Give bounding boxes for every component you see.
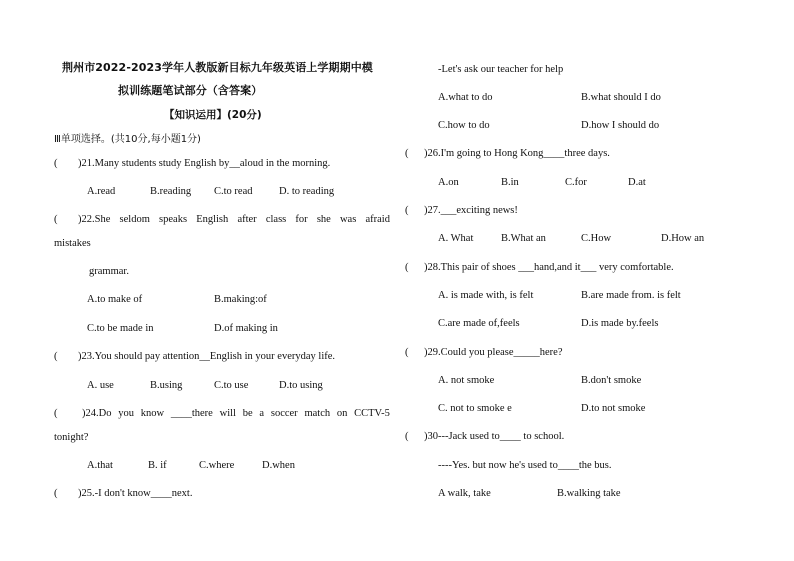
stem-word: for (295, 214, 308, 225)
q28-option-c: C.are made of,feels (438, 318, 520, 329)
stem-word: know (140, 408, 165, 419)
q23-option-b: B.using (150, 380, 183, 391)
answer-paren: ( (54, 214, 58, 225)
answer-paren: ( (405, 347, 409, 358)
q25-option-b: B.what should I do (581, 92, 661, 103)
q23-option-d: D.to using (279, 380, 323, 391)
stem-word: you (118, 408, 134, 419)
q29-option-a: A. not smoke (438, 375, 495, 386)
q23-option-c: C.to use (214, 380, 249, 391)
answer-paren: ( (54, 488, 58, 499)
q27-option-c: C.How (581, 233, 612, 244)
q21-option-b: B.reading (150, 186, 192, 197)
question-26-stem: )26.I'm going to Hong Kong____three days. (424, 148, 610, 159)
q28-option-a: A. is made with, is felt (438, 290, 534, 301)
stem-word: match (304, 408, 331, 419)
q26-option-b: B.in (501, 177, 519, 188)
question-24-stem (82, 407, 390, 421)
stem-word: )24.Do (82, 408, 112, 419)
answer-paren: ( (405, 262, 409, 273)
stem-word: class (265, 214, 287, 225)
answer-paren: ( (405, 431, 409, 442)
stem-word: English (196, 214, 229, 225)
stem-word: on (336, 408, 348, 419)
q26-option-c: C.for (565, 177, 587, 188)
question-21-stem: )21.Many students study English by__aloud in the morning. (78, 158, 331, 169)
q21-option-c: C.to read (214, 186, 253, 197)
q27-option-a: A. What (438, 233, 474, 244)
q28-option-b: B.are made from. is felt (581, 290, 681, 301)
stem-word: she (316, 214, 331, 225)
q25-option-d: D.how I should do (581, 120, 660, 131)
stem-word: seldom (119, 214, 150, 225)
question-29-stem: )29.Could you please_____here? (424, 347, 563, 358)
answer-paren: ( (405, 205, 409, 216)
section-title: 【知识运用】(20分) (164, 109, 262, 121)
q21-option-d: D. to reading (279, 186, 335, 197)
q22-option-a: A.to make of (87, 294, 143, 305)
stem-word: )22.She (78, 214, 111, 225)
q24-option-b: B. if (148, 460, 167, 471)
q24-option-a: A.that (87, 460, 113, 471)
q22-option-d: D.of making in (214, 323, 278, 334)
question-25-stem: )25.-I don't know____next. (78, 488, 193, 499)
q23-option-a: A. use (87, 380, 114, 391)
q25-option-a: A.what to do (438, 92, 493, 103)
part-label: Ⅲ单项选择。(共10分,每小题1分) (54, 134, 201, 145)
q25-option-c: C.how to do (438, 120, 490, 131)
stem-word: afraid (365, 214, 390, 225)
q27-option-b: B.What an (501, 233, 546, 244)
q21-option-a: A.read (87, 186, 116, 197)
question-24-stem-cont: tonight? (54, 432, 89, 443)
question-27-stem: )27.___exciting news! (424, 205, 518, 216)
stem-word: soccer (270, 408, 298, 419)
q28-option-d: D.is made by.feels (581, 318, 659, 329)
question-22-stem (78, 213, 390, 227)
question-30-stem-cont: ----Yes. but now he's used to____the bus. (438, 460, 612, 471)
answer-paren: ( (54, 408, 58, 419)
stem-word: was (339, 214, 357, 225)
q30-option-b: B.walking take (557, 488, 621, 499)
stem-word: ____there (170, 408, 213, 419)
q30-option-a: A walk, take (438, 488, 491, 499)
stem-word: will (219, 408, 236, 419)
stem-word: speaks (159, 214, 188, 225)
answer-paren: ( (405, 148, 409, 159)
exam-title-line2: 拟训练题笔试部分（含答案） (118, 84, 263, 97)
stem-word: a (259, 408, 265, 419)
stem-word: after (237, 214, 257, 225)
stem-word: CCTV-5 (354, 408, 390, 419)
q26-option-d: D.at (628, 177, 646, 188)
q29-option-d: D.to not smoke (581, 403, 646, 414)
exam-title-line1: 荆州市2022-2023学年人教版新目标九年级英语上学期期中模 (62, 61, 373, 74)
stem-word: be (242, 408, 253, 419)
question-23-stem: )23.You should pay attention__English in your everyday life. (78, 351, 336, 362)
q27-option-d: D.How an (661, 233, 705, 244)
q26-option-a: A.on (438, 177, 459, 188)
answer-paren: ( (54, 158, 58, 169)
q29-option-c: C. not to smoke e (438, 403, 512, 414)
question-30-stem: )30---Jack used to____ to school. (424, 431, 565, 442)
question-25-stem-cont: -Let's ask our teacher for help (438, 64, 564, 75)
q29-option-b: B.don't smoke (581, 375, 642, 386)
q24-option-d: D.when (262, 460, 295, 471)
q22-option-b: B.making:of (214, 294, 267, 305)
question-22-stem-cont: mistakes (54, 238, 91, 249)
answer-paren: ( (54, 351, 58, 362)
q22-option-c: C.to be made in (87, 323, 154, 334)
q24-option-c: C.where (199, 460, 235, 471)
question-28-stem: )28.This pair of shoes ___hand,and it___ very comfortable. (424, 262, 674, 273)
question-22-stem-cont2: grammar. (89, 266, 129, 277)
